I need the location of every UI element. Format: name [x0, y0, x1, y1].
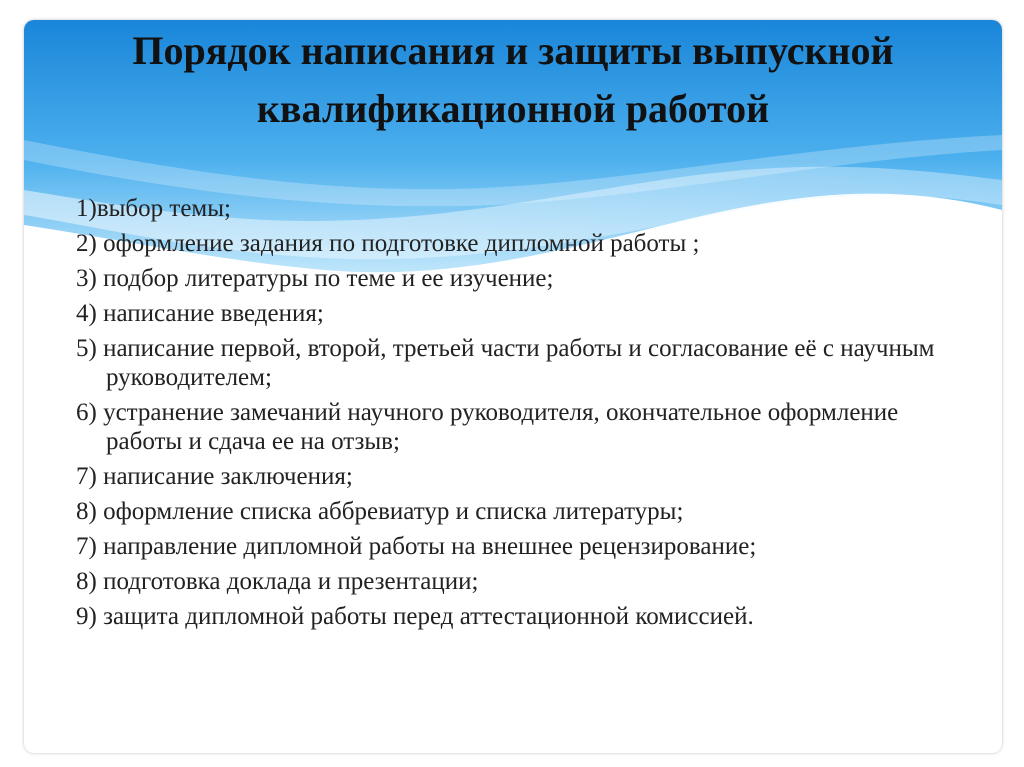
slide-title [24, 22, 1002, 138]
slide-title-line-2: квалификационной работой [256, 86, 770, 131]
slide-title-line-1: Порядок написания и защиты выпускной [132, 28, 894, 73]
list-item: 3) подбор литературы по теме и ее изучение; [76, 265, 554, 292]
steps-list [76, 194, 976, 637]
list-item: 1)выбор темы; [76, 195, 231, 222]
list-item: 7) направление дипломной работы на внешнее рецензирование; [76, 533, 757, 560]
list-item: 5) написание первой, второй, третьей части работы и согласование её с научным руководителем; [76, 335, 935, 391]
list-item: 8) оформление списка аббревиатур и списка литературы; [76, 498, 684, 525]
slide [24, 20, 1002, 753]
list-item: 4) написание введения; [76, 300, 324, 327]
list-item: 2) оформление задания по подготовке дипломной работы ; [76, 230, 700, 257]
list-item: 7) написание заключения; [76, 463, 353, 490]
list-item: 8) подготовка доклада и презентации; [76, 568, 479, 595]
list-item: 9) защита дипломной работы перед аттестационной комиссией. [76, 603, 754, 630]
list-item: 6) устранение замечаний научного руководителя, окончательное оформление работы и сдача ее на отзыв; [76, 399, 899, 455]
